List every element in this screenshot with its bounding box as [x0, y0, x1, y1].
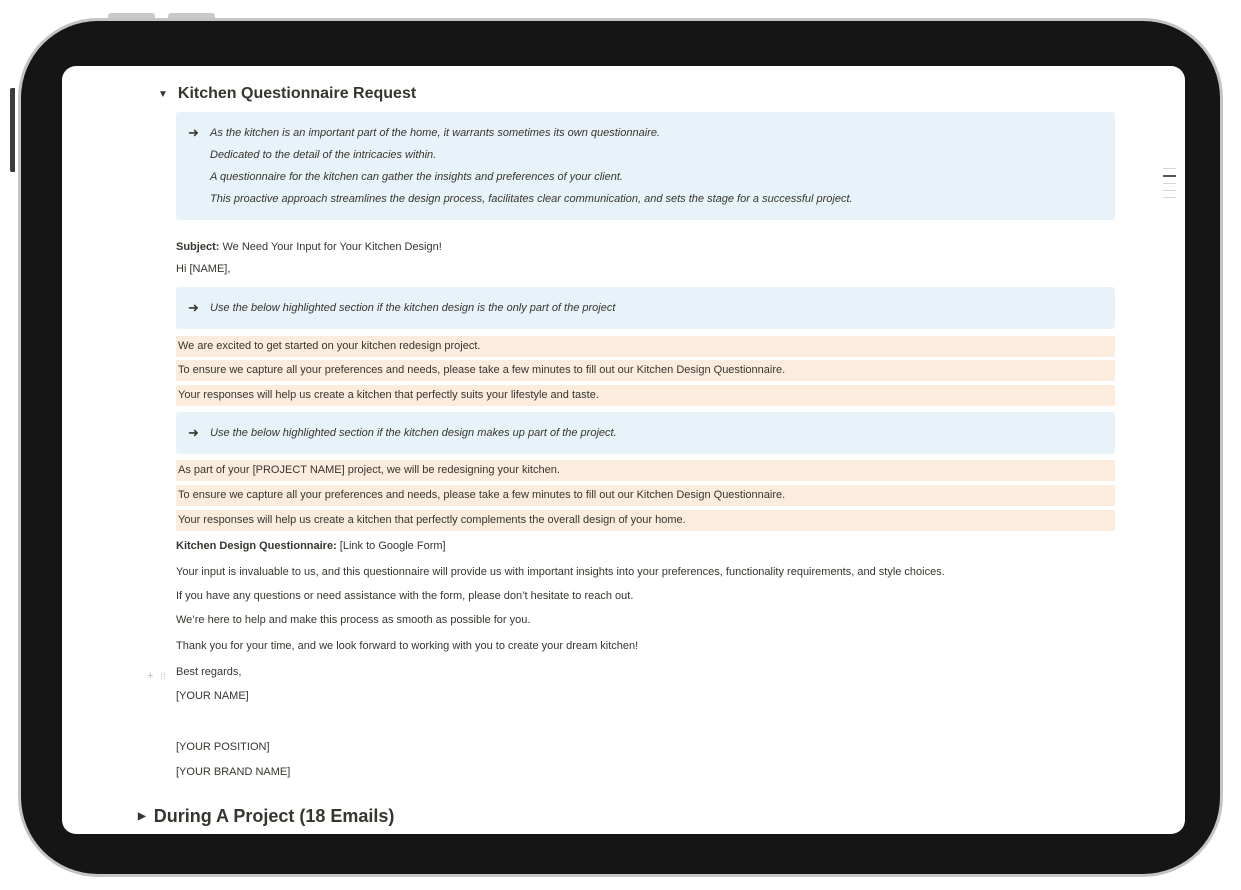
form-label: Kitchen Design Questionnaire: [176, 540, 337, 552]
tablet-screen [62, 66, 1185, 834]
callout-part-of-project [176, 412, 1115, 454]
callout-text: Use the below highlighted section if the kitchen design is the only part of the project [210, 302, 616, 314]
body-line: Thank you for your time, and we look forward to working with you to create your dream kitchen! [176, 640, 639, 652]
body-line: Your input is invaluable to us, and this questionnaire will provide us with important insights into your preferences, functionality requirements, and style choices. [176, 566, 945, 578]
notion-page [62, 66, 1185, 834]
email-greeting: Hi [NAME], [176, 263, 231, 275]
form-link-line [176, 536, 446, 557]
toggle-title: During A Project (18 Emails) [153, 806, 395, 826]
outline-mark-active[interactable] [1163, 175, 1176, 177]
block-hover-controls [147, 666, 166, 687]
body-line: If you have any questions or need assistance with the form, please don’t hesitate to reach out. [176, 590, 634, 602]
callout-line: This proactive approach streamlines the design process, facilitates clear communication, and sets the stage for a successful project. [210, 193, 853, 205]
arrow-right-icon: ➜ [188, 425, 199, 440]
highlight-line: We are excited to get started on your kitchen redesign project. [176, 336, 1115, 357]
callout-text: Use the below highlighted section if the kitchen design makes up part of the project. [210, 427, 617, 439]
outline-mark[interactable] [1163, 183, 1176, 184]
email-subject [176, 237, 442, 258]
callout-only-part [176, 287, 1115, 329]
closing-line: Best regards, [176, 666, 242, 678]
outline-mark[interactable] [1163, 197, 1176, 198]
arrow-right-icon: ➜ [188, 125, 199, 140]
callout-line: A questionnaire for the kitchen can gather the insights and preferences of your client. [210, 171, 623, 183]
subject-label: Subject: [176, 241, 220, 253]
subject-text: We Need Your Input for Your Kitchen Design! [219, 241, 442, 253]
toggle-closed-icon[interactable]: ▶ [138, 811, 146, 822]
toggle-title: Kitchen Questionnaire Request [177, 85, 417, 102]
power-button [10, 88, 15, 172]
highlight-line: As part of your [PROJECT NAME] project, we will be redesigning your kitchen. [176, 460, 1115, 481]
outline-mark[interactable] [1163, 168, 1176, 169]
form-link[interactable]: [Link to Google Form] [336, 540, 446, 552]
highlight-line: Your responses will help us create a kitchen that perfectly suits your lifestyle and taste. [176, 385, 1115, 406]
highlight-line: Your responses will help us create a kitchen that perfectly complements the overall design of your home. [176, 510, 1115, 531]
signature-name: [YOUR NAME] [176, 690, 249, 702]
toggle-during-project[interactable] [138, 806, 394, 827]
signature-brand: [YOUR BRAND NAME] [176, 766, 291, 778]
callout-intro [176, 112, 1115, 220]
arrow-right-icon: ➜ [188, 300, 199, 315]
outline-mark[interactable] [1163, 190, 1176, 191]
highlight-line: To ensure we capture all your preferences and needs, please take a few minutes to fill out our Kitchen Design Questionnaire. [176, 360, 1115, 381]
toggle-kitchen-questionnaire[interactable] [158, 85, 416, 103]
toggle-open-icon[interactable]: ▼ [158, 88, 168, 100]
signature-position: [YOUR POSITION] [176, 741, 270, 753]
body-line: We’re here to help and make this process as smooth as possible for you. [176, 614, 531, 626]
highlight-line: To ensure we capture all your preferences and needs, please take a few minutes to fill out our Kitchen Design Questionnaire. [176, 485, 1115, 506]
add-block-icon[interactable]: + [147, 670, 154, 682]
callout-line: As the kitchen is an important part of the home, it warrants sometimes its own questionnaire. [210, 127, 660, 139]
drag-handle-icon[interactable]: ⁞⁞ [160, 671, 166, 681]
page-outline-indicator[interactable] [1163, 168, 1176, 204]
callout-line: Dedicated to the detail of the intricacies within. [210, 149, 437, 161]
